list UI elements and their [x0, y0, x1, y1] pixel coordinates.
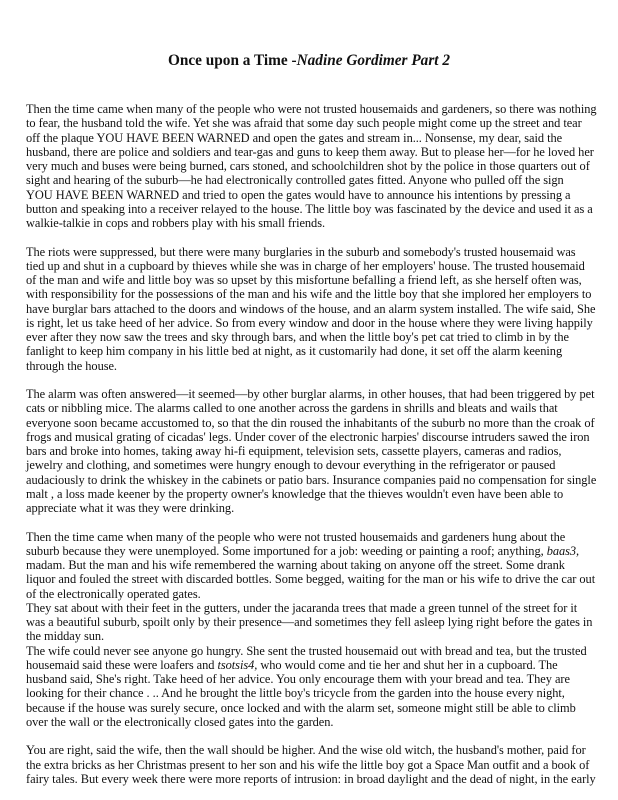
- text-line: audaciously to drink the whiskey in the cabinets or patio bars. Insurance companies paid no compensation for single: [26, 472, 597, 487]
- paragraph-1: [26, 102, 596, 230]
- text-line: over the wall or the electronically closed gates into the garden.: [26, 714, 334, 729]
- text-line: appreciate what it was they were drinking.: [26, 501, 235, 515]
- text-line: of the electronically operated gates.: [26, 586, 201, 601]
- text-line: frogs and musical grating of cicadas' legs. Under cover of the electronic harpies' discourse intruders sawed the iron: [26, 429, 590, 444]
- text-line: ever after they now saw the trees and sky through bars, and when the little boy's pet cat tried to climb in by the: [26, 330, 569, 344]
- text-line: fairy tales. But every week there were more reports of intrusion: in broad daylight and the dead of night, in the early: [26, 771, 596, 786]
- text-line: malt , a loss made keener by the property owner's knowledge that the thieves wouldn't even have been able to: [26, 486, 564, 501]
- text-line: liquor and fouled the street with discarded bottles. Some begged, waiting for the man or his wife to drive the car out: [26, 572, 596, 587]
- text-line: bars and broke into homes, taking away hi-fi equipment, television sets, cassette players, cameras and radios,: [26, 444, 562, 458]
- text-segment: housemaid said these were loafers and: [26, 657, 218, 672]
- text-line: off the plaque YOU HAVE BEEN WARNED and open the gates and stream in... Nonsense, my dear, said the: [26, 130, 563, 145]
- text-line: madam. But the man and his wife remembered the warning about taking on anyone off the street. Some drank: [26, 558, 565, 572]
- text-line: YOU HAVE BEEN WARNED and tried to open the gates would have to announce his intentions by pressing a: [26, 187, 571, 202]
- document-title: [0, 52, 618, 70]
- italic-term-tsotsis: tsotsis4,: [217, 657, 258, 672]
- text-line: walkie-talkie in cops and robbers play with his small friends.: [26, 216, 326, 230]
- text-line: cats or nibbling mice. The alarms called to one another across the gardens in shrills and bleats and wails that: [26, 401, 558, 416]
- text-line: jewelry and clothing, and sometimes were hungry enough to devour everything in the refrigerator or paused: [26, 458, 556, 473]
- text-line: The wife could never see anyone go hungry. She sent the trusted housemaid out with bread and tea, but the trusted: [26, 643, 587, 658]
- text-line: sight and hearing of the suburb—he had electronically controlled gates fitted. Anyone who pulled off the sign: [26, 173, 564, 188]
- text-line: of the man and wife and little boy was so upset by this misfortune befalling a friend left, as she herself often was,: [26, 273, 582, 287]
- document-body: [26, 102, 596, 786]
- text-segment: who would come and tie her and shut her in a cupboard. The: [257, 657, 558, 672]
- text-line: button and speaking into a receiver relayed to the house. The little boy was fascinated by the device and used it as a: [26, 201, 593, 216]
- text-line: looking for their chance . .. And he brought the little boy's tricycle from the garden into the house every night,: [26, 686, 565, 701]
- text-line: is right, let us take heed of her advice. So from every window and door in the house where they were living happily: [26, 315, 593, 330]
- text-line: The riots were suppressed, but there were many burglaries in the suburb and somebody's trusted housemaid was: [26, 244, 576, 259]
- paragraph-5: [26, 743, 596, 786]
- paragraph-2: [26, 245, 596, 373]
- text-line: with responsibility for the possessions of the man and his wife and the little boy that she implored her employers to: [26, 287, 592, 302]
- text-line: They sat about with their feet in the gutters, under the jacaranda trees that made a green tunnel of the street for it: [26, 600, 578, 615]
- italic-term-baas: baas3,: [546, 543, 580, 558]
- text-line: Then the time came when many of the people who were not trusted housemaids and gardeners hung about the: [26, 529, 566, 544]
- text-line: fanlight to keep him company in his little bed at night, as it customarily had done, it set off the alarm keening: [26, 344, 563, 359]
- text-line: was a beautiful suburb, spoilt only by their presence—and sometimes they fell asleep lying right before the gates in: [26, 615, 593, 629]
- text-line: because if the house was surely secure, once locked and with the alarm set, someone might still be able to climb: [26, 700, 576, 715]
- title-text: Once upon a Time -: [167, 52, 297, 69]
- text-line: Then the time came when many of the people who were not trusted housemaids and gardeners, so there was nothing: [26, 102, 597, 116]
- text-line: husband, there are police and soldiers and tear-gas and guns to keep them away. But to please her—for he loved her: [26, 144, 594, 159]
- text-segment: suburb because they were unemployed. Some importuned for a job: weeding or painting a roof; anything,: [26, 543, 547, 558]
- text-line: [26, 544, 596, 558]
- text-line: through the house.: [26, 358, 117, 373]
- text-line: The alarm was often answered—it seemed—by other burglar alarms, in other houses, that had been triggered by pet: [26, 387, 595, 401]
- text-line: [26, 658, 596, 672]
- text-line: to fear, the husband told the wife. Yet she was afraid that some day such people might come up the street and tear: [26, 116, 582, 131]
- text-line: tied up and shut in a cupboard by thieves while she was in charge of her employers' house. The trusted housemaid: [26, 258, 585, 273]
- text-line: everyone soon became accustomed to, so that the din roused the inhabitants of the suburb no more than the croak of: [26, 415, 595, 430]
- text-line: the extra bricks as her Christmas present to her son and his wife the little boy got a Space Man outfit and a book of: [26, 757, 590, 772]
- title-author-part: Nadine Gordimer Part 2: [296, 52, 451, 69]
- text-line: the midday sun.: [26, 629, 105, 644]
- paragraph-4: [26, 530, 596, 730]
- paragraph-3: [26, 387, 596, 515]
- text-line: very much and buses were being burned, cars stoned, and schoolchildren shot by the police in those quarters out of: [26, 159, 590, 173]
- text-line: You are right, said the wife, then the wall should be higher. And the wise old witch, the husband's mother, paid for: [26, 743, 586, 758]
- text-line: have burglar bars attached to the doors and windows of the house, and an alarm system installed. The wife said, She: [26, 301, 596, 316]
- text-line: husband said, She's right. Take heed of her advice. You only encourage them with your bread and tea. They are: [26, 672, 570, 686]
